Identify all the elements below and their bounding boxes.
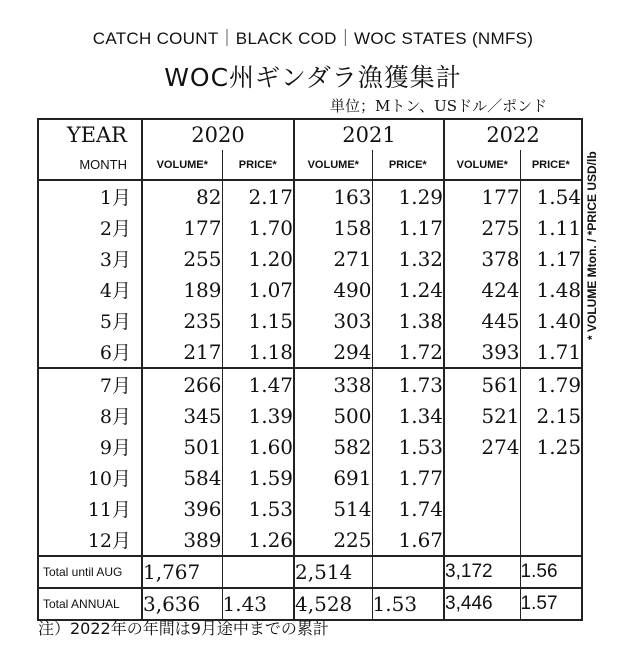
volume-2020-cell: 266	[142, 368, 222, 400]
price-2022-cell: 1.48	[520, 274, 582, 305]
volume-2021-cell: 514	[294, 493, 372, 524]
total-volume-2021-cell: 2,514	[294, 556, 372, 588]
volume-2021-cell: 303	[294, 305, 372, 336]
month-cell: 12月	[38, 524, 142, 556]
price-2022-cell: 1.54	[520, 180, 582, 212]
volume-2022-cell: 424	[444, 274, 520, 305]
table-row	[38, 274, 582, 305]
month-cell: 8月	[38, 400, 142, 431]
volume-2020-cell: 396	[142, 493, 222, 524]
report-title: WOC州ギンダラ漁獲集計	[164, 63, 462, 92]
total-volume-2022-cell: 3,446	[444, 588, 520, 620]
units-note: 単位；Mトン、USドル／ポンド	[330, 97, 548, 115]
month-cell: 10月	[38, 462, 142, 493]
total-volume-2020-cell: 1,767	[142, 556, 222, 588]
price-2021-cell: 1.38	[372, 305, 444, 336]
volume-2022-cell: 378	[444, 243, 520, 274]
table-row	[38, 368, 582, 400]
volume-2022-cell: 274	[444, 431, 520, 462]
month-cell: 11月	[38, 493, 142, 524]
volume-2021-cell: 582	[294, 431, 372, 462]
price-2021-cell: 1.74	[372, 493, 444, 524]
table-row	[38, 212, 582, 243]
price-2022-cell	[520, 462, 582, 493]
price-2020-cell: 1.53	[222, 493, 294, 524]
volume-2022-cell: 561	[444, 368, 520, 400]
total-volume-2021-cell: 4,528	[294, 588, 372, 620]
table-row	[38, 431, 582, 462]
month-cell: 1月	[38, 180, 142, 212]
volume-2022-cell	[444, 493, 520, 524]
month-cell: 6月	[38, 336, 142, 368]
volume-2021-cell: 338	[294, 368, 372, 400]
subheader-row	[38, 150, 582, 180]
table-row	[38, 243, 582, 274]
table-row	[38, 462, 582, 493]
price-2022-cell: 1.71	[520, 336, 582, 368]
volume-2022-cell: 177	[444, 180, 520, 212]
price-2020-cell: 1.70	[222, 212, 294, 243]
price-2020-cell: 1.20	[222, 243, 294, 274]
price-2021-cell: 1.32	[372, 243, 444, 274]
price-2022-header: PRICE*	[520, 150, 582, 180]
volume-2020-cell: 501	[142, 431, 222, 462]
total-label: Total ANNUAL	[38, 588, 142, 620]
year-2021-header: 2021	[294, 119, 444, 150]
volume-2021-cell: 163	[294, 180, 372, 212]
year-label: YEAR	[38, 119, 142, 150]
volume-2022-header: VOLUME*	[444, 150, 520, 180]
month-cell: 5月	[38, 305, 142, 336]
price-2022-cell: 1.79	[520, 368, 582, 400]
price-2020-cell: 1.07	[222, 274, 294, 305]
table-row	[38, 400, 582, 431]
volume-2020-header: VOLUME*	[142, 150, 222, 180]
price-2022-cell: 1.11	[520, 212, 582, 243]
table-row	[38, 493, 582, 524]
report-header: CATCH COUNT｜BLACK COD｜WOC STATES (NMFS)	[92, 29, 534, 48]
volume-2020-cell: 189	[142, 274, 222, 305]
price-2021-cell: 1.53	[372, 431, 444, 462]
table-row	[38, 305, 582, 336]
price-2022-cell: 1.25	[520, 431, 582, 462]
price-2021-cell: 1.67	[372, 524, 444, 556]
table-row	[38, 336, 582, 368]
volume-2022-cell	[444, 524, 520, 556]
total-until-aug-row	[38, 556, 582, 588]
volume-2022-cell	[444, 462, 520, 493]
price-2021-header: PRICE*	[372, 150, 444, 180]
volume-2022-cell: 275	[444, 212, 520, 243]
price-2020-header: PRICE*	[222, 150, 294, 180]
price-2022-cell	[520, 524, 582, 556]
price-2022-cell: 2.15	[520, 400, 582, 431]
year-2020-header: 2020	[142, 119, 294, 150]
volume-2021-cell: 225	[294, 524, 372, 556]
price-2021-cell: 1.24	[372, 274, 444, 305]
price-2020-cell: 1.59	[222, 462, 294, 493]
total-price-2022-cell: 1.57	[520, 588, 582, 620]
table-row	[38, 180, 582, 212]
total-price-2020-cell	[222, 556, 294, 588]
volume-2020-cell: 235	[142, 305, 222, 336]
volume-2021-cell: 294	[294, 336, 372, 368]
total-volume-2022-cell: 3,172	[444, 556, 520, 588]
price-2020-cell: 1.15	[222, 305, 294, 336]
volume-2020-cell: 584	[142, 462, 222, 493]
year-2022-header: 2022	[444, 119, 582, 150]
price-2022-cell: 1.40	[520, 305, 582, 336]
price-2022-cell	[520, 493, 582, 524]
volume-2020-cell: 345	[142, 400, 222, 431]
total-price-2020-cell: 1.43	[222, 588, 294, 620]
month-cell: 4月	[38, 274, 142, 305]
price-2021-cell: 1.34	[372, 400, 444, 431]
volume-2021-header: VOLUME*	[294, 150, 372, 180]
year-header-row	[38, 119, 582, 150]
price-2021-cell: 1.17	[372, 212, 444, 243]
volume-2020-cell: 389	[142, 524, 222, 556]
catch-table	[37, 118, 583, 621]
price-2020-cell: 1.47	[222, 368, 294, 400]
month-cell: 3月	[38, 243, 142, 274]
total-volume-2020-cell: 3,636	[142, 588, 222, 620]
month-cell: 7月	[38, 368, 142, 400]
volume-2021-cell: 490	[294, 274, 372, 305]
volume-2020-cell: 177	[142, 212, 222, 243]
month-label: MONTH	[38, 150, 142, 180]
table-row	[38, 524, 582, 556]
volume-2022-cell: 393	[444, 336, 520, 368]
price-2020-cell: 1.39	[222, 400, 294, 431]
total-price-2021-cell: 1.53	[372, 588, 444, 620]
total-label: Total until AUG	[38, 556, 142, 588]
total-price-2022-cell: 1.56	[520, 556, 582, 588]
volume-2020-cell: 82	[142, 180, 222, 212]
price-2022-cell: 1.17	[520, 243, 582, 274]
side-unit-note: * VOLUME Mton. / *PRICE USD/lb	[585, 151, 599, 340]
volume-2022-cell: 521	[444, 400, 520, 431]
month-cell: 2月	[38, 212, 142, 243]
price-2020-cell: 1.26	[222, 524, 294, 556]
volume-2021-cell: 271	[294, 243, 372, 274]
price-2021-cell: 1.29	[372, 180, 444, 212]
price-2020-cell: 1.60	[222, 431, 294, 462]
volume-2020-cell: 255	[142, 243, 222, 274]
month-cell: 9月	[38, 431, 142, 462]
price-2021-cell: 1.72	[372, 336, 444, 368]
price-2021-cell: 1.73	[372, 368, 444, 400]
volume-2021-cell: 691	[294, 462, 372, 493]
footnote: 注）2022年の年間は9月途中までの累計	[38, 619, 329, 638]
volume-2022-cell: 445	[444, 305, 520, 336]
price-2020-cell: 1.18	[222, 336, 294, 368]
volume-2021-cell: 158	[294, 212, 372, 243]
price-2020-cell: 2.17	[222, 180, 294, 212]
total-price-2021-cell	[372, 556, 444, 588]
price-2021-cell: 1.77	[372, 462, 444, 493]
volume-2020-cell: 217	[142, 336, 222, 368]
volume-2021-cell: 500	[294, 400, 372, 431]
